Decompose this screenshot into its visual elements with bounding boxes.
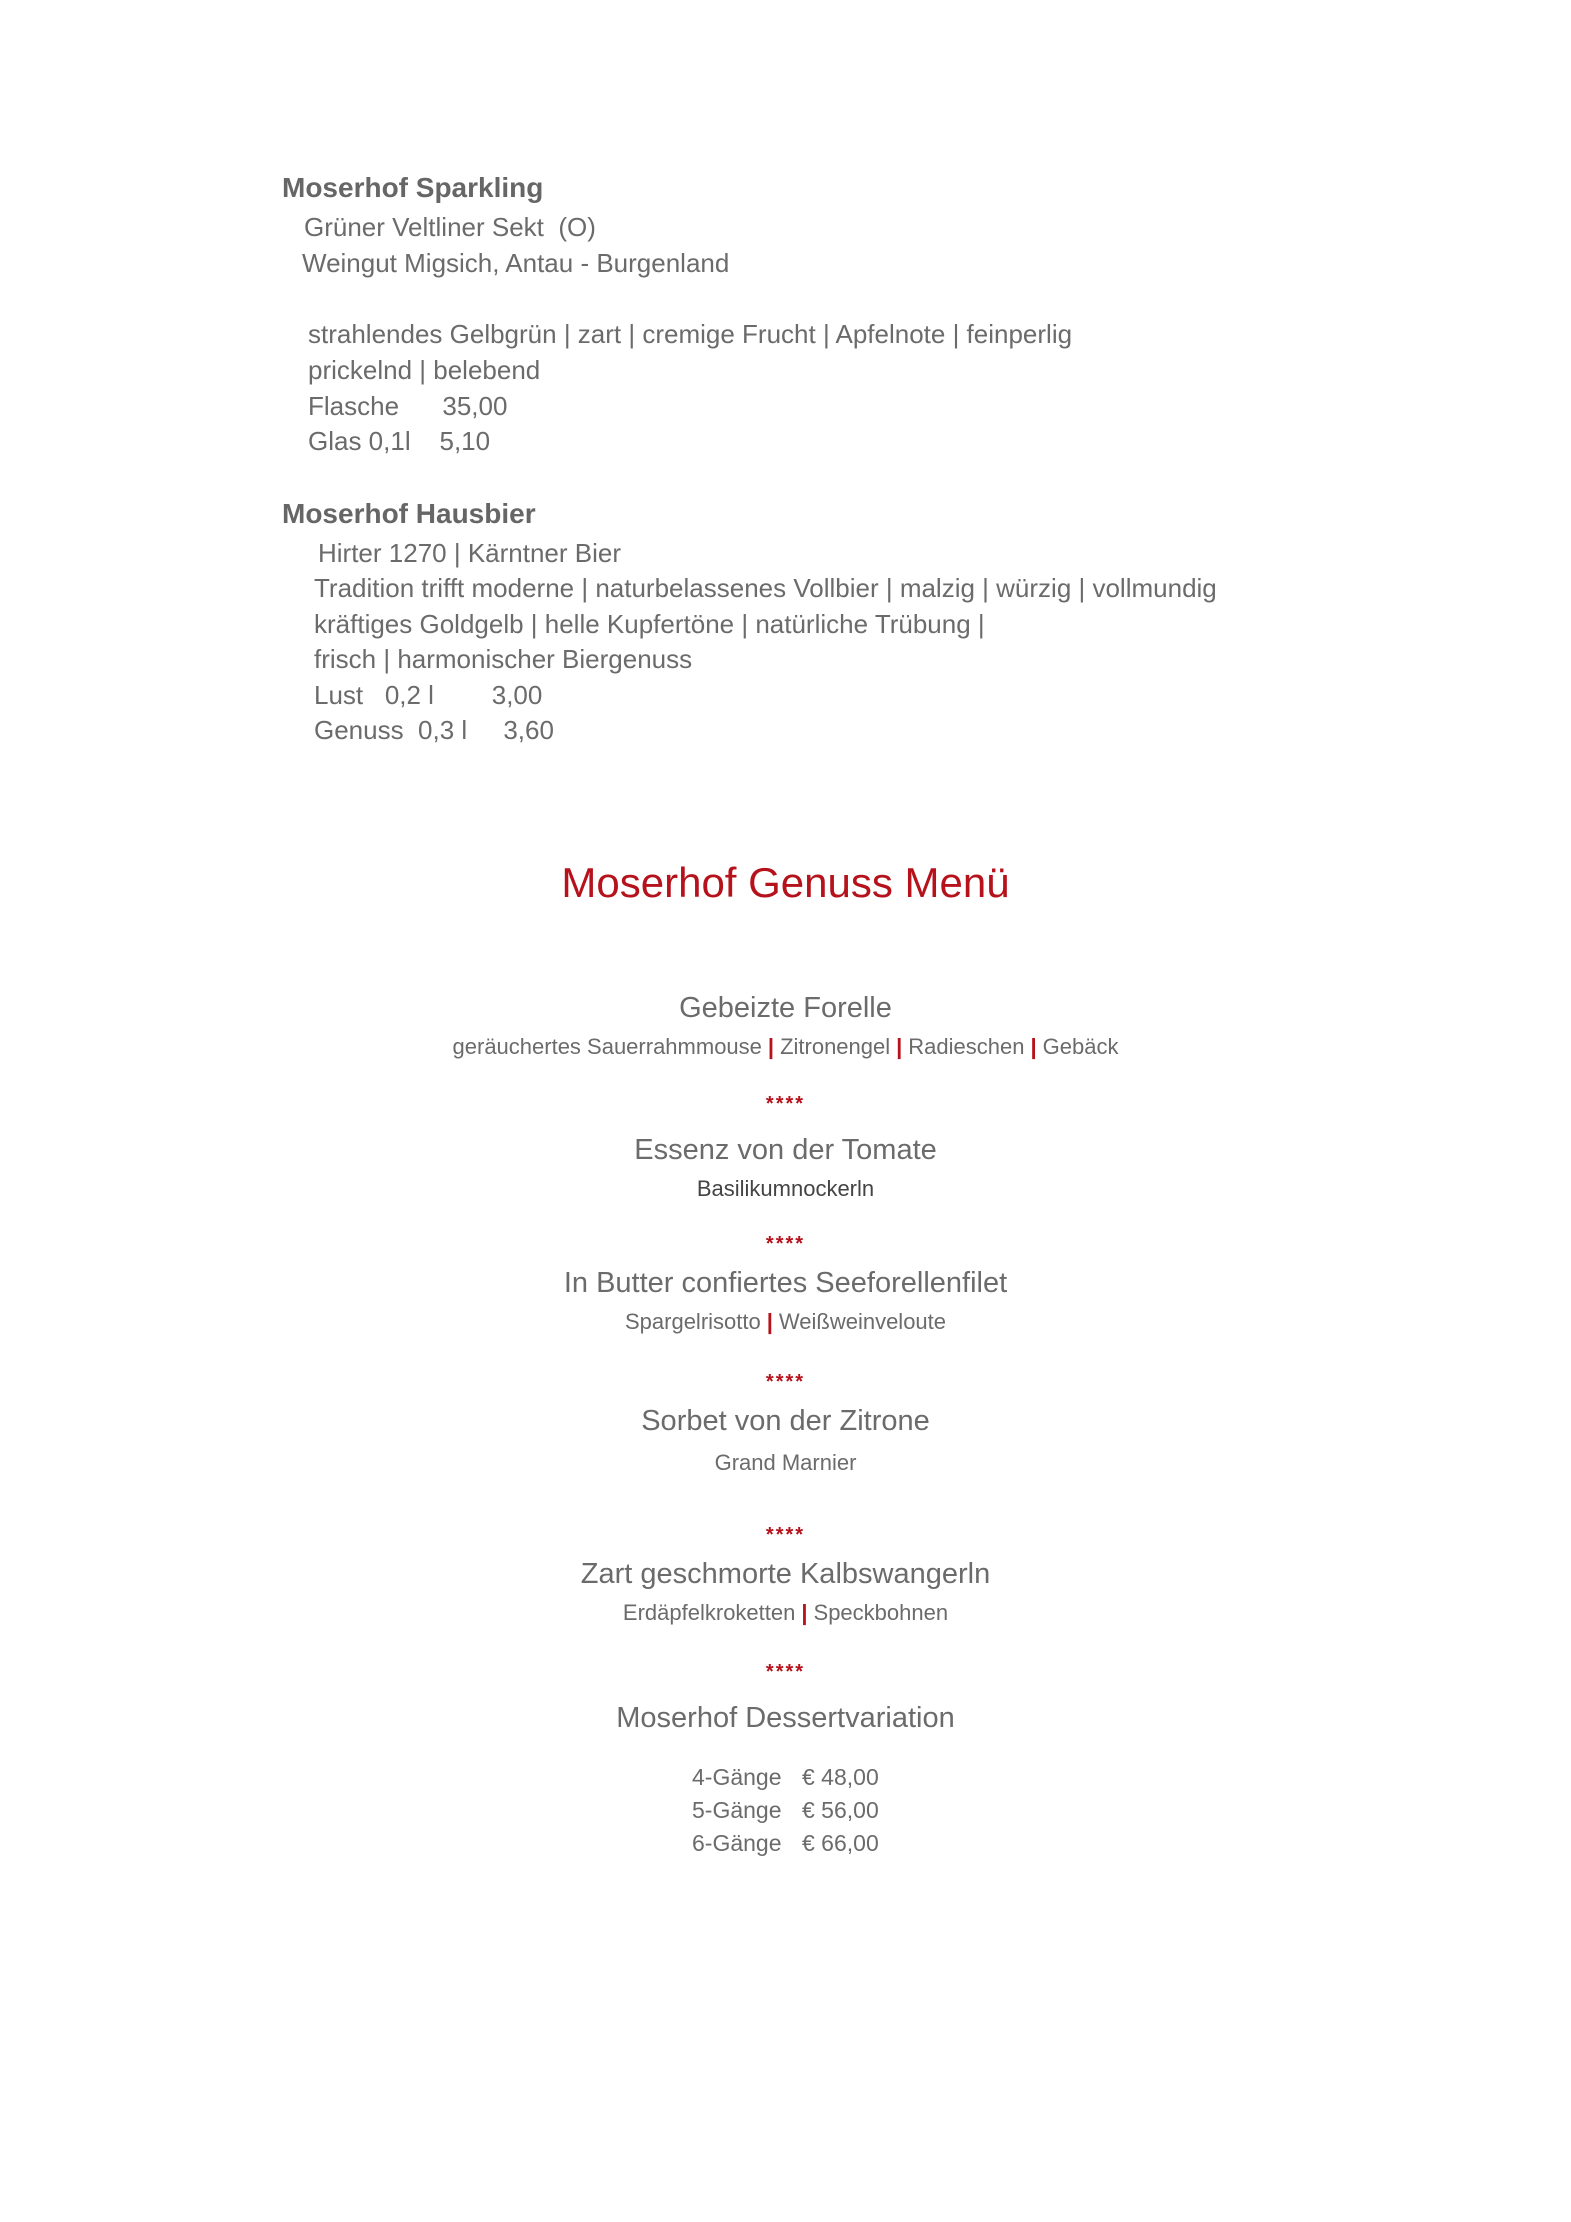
description-item: Zitronengel bbox=[780, 1034, 891, 1059]
menu-title: Moserhof Genuss Menü bbox=[561, 859, 1010, 906]
sparkling-line: strahlendes Gelbgrün | zart | cremige Frucht | Apfelnote | feinperlig bbox=[308, 319, 1073, 349]
description-item: Grand Marnier bbox=[714, 1450, 857, 1475]
description-item: Gebäck bbox=[1042, 1034, 1119, 1059]
hausbier-line: Hirter 1270 | Kärntner Bier bbox=[318, 538, 621, 568]
course-name: Essenz von der Tomate bbox=[634, 1134, 937, 1166]
price-value: € 48,00 bbox=[802, 1764, 879, 1790]
price-label: 5-Gänge bbox=[692, 1797, 782, 1823]
hausbier-price: Lust 0,2 l 3,00 bbox=[314, 680, 543, 710]
price-row bbox=[692, 1828, 932, 1858]
course-description bbox=[0, 1598, 1571, 1628]
hausbier-line: Tradition trifft moderne | naturbelassenes Vollbier | malzig | würzig | vollmundig bbox=[314, 573, 1217, 603]
hausbier-heading: Moserhof Hausbier bbox=[282, 498, 536, 529]
hausbier-line: kräftiges Goldgelb | helle Kupfertöne | natürliche Trübung | bbox=[314, 609, 985, 639]
description-item: Weißweinveloute bbox=[778, 1309, 947, 1334]
sparkling-price: Flasche 35,00 bbox=[308, 391, 508, 421]
price-value: € 66,00 bbox=[802, 1830, 879, 1856]
separator-mark: | bbox=[766, 1309, 773, 1334]
course-divider-stars: **** bbox=[765, 1233, 806, 1255]
sparkling-line: Weingut Migsich, Antau - Burgenland bbox=[302, 248, 730, 278]
course-name: In Butter confiertes Seeforellenfilet bbox=[563, 1267, 1008, 1299]
sparkling-line: Grüner Veltliner Sekt (O) bbox=[304, 212, 596, 242]
separator-mark: | bbox=[1030, 1034, 1037, 1059]
description-item: Speckbohnen bbox=[813, 1600, 949, 1625]
course-description bbox=[0, 1174, 1571, 1204]
separator-mark: | bbox=[896, 1034, 903, 1059]
course-divider-stars: **** bbox=[765, 1661, 806, 1683]
price-label: 4-Gänge bbox=[692, 1764, 782, 1790]
price-value: € 56,00 bbox=[802, 1797, 879, 1823]
sparkling-heading: Moserhof Sparkling bbox=[282, 172, 544, 203]
course-divider-stars: **** bbox=[765, 1371, 806, 1393]
separator-mark: | bbox=[767, 1034, 775, 1059]
course-description bbox=[0, 1448, 1571, 1478]
course-name: Gebeizte Forelle bbox=[679, 992, 892, 1024]
description-item: Erdäpfelkroketten bbox=[622, 1600, 796, 1625]
hausbier-price: Genuss 0,3 l 3,60 bbox=[314, 715, 554, 745]
course-description bbox=[0, 1307, 1571, 1337]
course-description bbox=[0, 1032, 1571, 1062]
sparkling-price: Glas 0,1l 5,10 bbox=[308, 426, 491, 456]
description-item: Spargelrisotto bbox=[624, 1309, 761, 1334]
course-name: Zart geschmorte Kalbswangerln bbox=[580, 1558, 991, 1590]
course-divider-stars: **** bbox=[765, 1093, 806, 1115]
sparkling-line: prickelnd | belebend bbox=[308, 355, 541, 385]
course-name: Sorbet von der Zitrone bbox=[641, 1405, 930, 1437]
description-item: Radieschen bbox=[908, 1034, 1025, 1059]
price-row bbox=[692, 1795, 932, 1825]
course-divider-stars: **** bbox=[765, 1524, 806, 1546]
description-item: Basilikumnockerln bbox=[696, 1176, 875, 1201]
hausbier-line: frisch | harmonischer Biergenuss bbox=[314, 644, 693, 674]
price-label: 6-Gänge bbox=[692, 1830, 782, 1856]
description-item: geräuchertes Sauerrahmmouse bbox=[452, 1034, 762, 1059]
separator-mark: | bbox=[801, 1600, 808, 1625]
price-row bbox=[692, 1762, 932, 1792]
course-name: Moserhof Dessertvariation bbox=[616, 1702, 955, 1734]
